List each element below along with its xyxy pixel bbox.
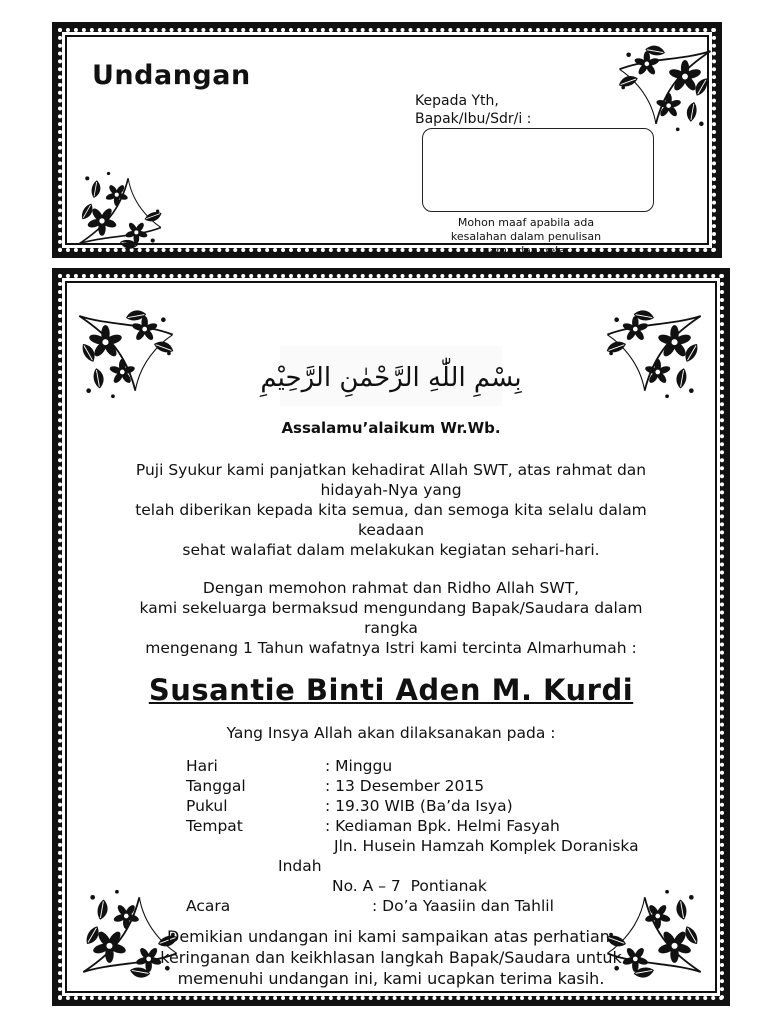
tempat-label: Tempat — [186, 817, 243, 835]
purpose-line: Dengan memohon rahmat dan Ridho Allah SWT, — [202, 579, 580, 597]
hari-value: : Minggu — [325, 757, 393, 775]
apology-note: Mohon maaf apabila ada kesalahan dalam penulisan nama dan gelar — [450, 216, 602, 257]
hari-label: Hari — [186, 757, 218, 775]
floral-corner-ornament — [610, 42, 720, 142]
purpose-line: kami sekeluarga bermaksud mengundang Bapak/Saudara dalam rangka — [139, 599, 643, 637]
closing-line: Demikian undangan ini kami sampaikan atas perhatian, — [167, 927, 615, 946]
event-intro: Yang Insya Allah akan dilaksanakan pada : — [226, 724, 556, 742]
opening-paragraph — [62, 460, 720, 560]
floral-corner-ornament — [70, 162, 170, 252]
acara-value: : Do’a Yaasiin dan Tahlil — [372, 897, 554, 915]
pukul-label: Pukul — [186, 797, 228, 815]
tempat-value: : Kediaman Bpk. Helmi Fasyah — [325, 817, 560, 835]
opening-line: telah diberikan kepada kita semua, dan semoga kita selalu dalam keadaan — [135, 501, 647, 539]
recipient-heading-line2: Bapak/Ibu/Sdr/i : — [415, 111, 532, 127]
closing-paragraph — [62, 926, 720, 989]
floral-corner-ornament — [598, 306, 710, 410]
closing-line: memenuhi undangan ini, kami ucapkan terima kasih. — [177, 969, 605, 988]
basmalah-calligraphy-icon — [260, 346, 522, 406]
recipient-heading-line1: Kepada Yth, — [415, 93, 499, 109]
purpose-line: mengenang 1 Tahun wafatnya Istri kami tercinta Almarhumah : — [145, 639, 637, 657]
purpose-paragraph — [62, 578, 720, 658]
opening-line: Puji Syukur kami panjatkan kehadirat Allah SWT, atas rahmat dan hidayah-Nya yang — [135, 461, 647, 499]
greeting: Assalamu’alaikum Wr.Wb. — [281, 419, 501, 437]
opening-line: sehat walafiat dalam melakukan kegiatan sehari-hari. — [182, 541, 600, 559]
closing-line: keringanan dan keikhlasan langkah Bapak/Saudara untuk — [160, 948, 622, 967]
tanggal-label: Tanggal — [186, 777, 246, 795]
address-line: No. A – 7 Pontianak — [332, 877, 487, 895]
envelope-title: Undangan — [92, 60, 251, 91]
pukul-value: : 19.30 WIB (Ba’da Isya) — [325, 797, 513, 815]
address-line: Jln. Husein Hamzah Komplek Doraniska — [334, 837, 639, 855]
deceased-name: Susantie Binti Aden M. Kurdi — [148, 673, 634, 707]
envelope-label — [52, 22, 722, 258]
acara-label: Acara — [186, 897, 231, 915]
address-line: Indah — [278, 857, 322, 875]
basmalah-text: بِسْمِ اللّٰهِ الرَّحْمٰنِ الرَّحِيْمِ — [260, 363, 522, 393]
recipient-heading — [415, 92, 531, 128]
invitation-card — [52, 268, 730, 1006]
basmalah-calligraphy — [260, 346, 522, 406]
floral-corner-ornament — [70, 306, 182, 410]
tanggal-value: : 13 Desember 2015 — [325, 777, 485, 795]
